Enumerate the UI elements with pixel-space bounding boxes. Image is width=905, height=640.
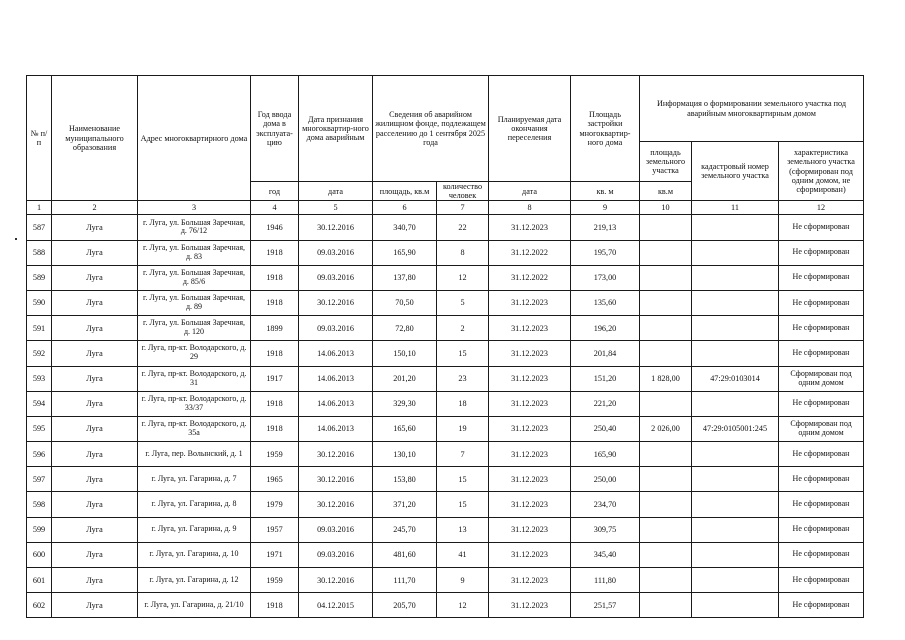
land-area-cell <box>640 290 692 315</box>
recognition-date-cell: 09.03.2016 <box>299 316 373 341</box>
residents-count-cell: 23 <box>437 366 489 391</box>
housing-area-cell: 150,10 <box>373 341 437 366</box>
year-built-cell: 1957 <box>251 517 299 542</box>
recognition-date-cell: 30.12.2016 <box>299 290 373 315</box>
residents-count-cell: 2 <box>437 316 489 341</box>
column-number: 9 <box>571 201 640 215</box>
municipality-cell: Луга <box>52 416 138 441</box>
table-row <box>27 467 864 492</box>
land-status-cell: Не сформирован <box>779 593 864 618</box>
row-number-cell: 591 <box>27 316 52 341</box>
cadastral-number-cell <box>692 290 779 315</box>
municipality-cell: Луга <box>52 215 138 240</box>
cadastral-number-cell: 47:29:0103014 <box>692 366 779 391</box>
year-built-cell: 1918 <box>251 391 299 416</box>
housing-register-table <box>26 75 864 618</box>
row-number-cell: 599 <box>27 517 52 542</box>
header-col-land-info: Информация о формировании земельного участка под аварийным многоквартирным домом <box>640 76 864 142</box>
planned-date-cell: 31.12.2023 <box>489 215 571 240</box>
recognition-date-cell: 14.06.2013 <box>299 341 373 366</box>
planned-date-cell: 31.12.2023 <box>489 341 571 366</box>
header-col-year: Год ввода дома в эксплуата-цию <box>251 76 299 182</box>
built-area-cell: 345,40 <box>571 542 640 567</box>
cadastral-number-cell <box>692 517 779 542</box>
planned-date-cell: 31.12.2023 <box>489 593 571 618</box>
built-area-cell: 234,70 <box>571 492 640 517</box>
year-built-cell: 1959 <box>251 442 299 467</box>
table-row <box>27 366 864 391</box>
unit-built: кв. м <box>571 182 640 201</box>
municipality-cell: Луга <box>52 542 138 567</box>
table-row <box>27 517 864 542</box>
year-built-cell: 1965 <box>251 467 299 492</box>
land-area-cell <box>640 492 692 517</box>
row-number-cell: 601 <box>27 568 52 593</box>
column-number: 6 <box>373 201 437 215</box>
residents-count-cell: 5 <box>437 290 489 315</box>
planned-date-cell: 31.12.2023 <box>489 416 571 441</box>
year-built-cell: 1979 <box>251 492 299 517</box>
residents-count-cell: 7 <box>437 442 489 467</box>
unit-date: дата <box>299 182 373 201</box>
land-area-cell: 2 026,00 <box>640 416 692 441</box>
residents-count-cell: 12 <box>437 265 489 290</box>
unit-plan-date: дата <box>489 182 571 201</box>
land-status-cell: Не сформирован <box>779 492 864 517</box>
municipality-cell: Луга <box>52 517 138 542</box>
municipality-cell: Луга <box>52 492 138 517</box>
unit-people: количество человек <box>437 182 489 201</box>
header-col-built-area: Площадь застройки многоквартир-ного дома <box>571 76 640 182</box>
table-row <box>27 593 864 618</box>
header-col-recognition-date: Дата признания многоквартир-ного дома аварийным <box>299 76 373 182</box>
planned-date-cell: 31.12.2023 <box>489 316 571 341</box>
address-cell: г. Луга, пр-кт. Володарского, д. 29 <box>138 341 251 366</box>
cadastral-number-cell <box>692 542 779 567</box>
built-area-cell: 251,57 <box>571 593 640 618</box>
municipality-cell: Луга <box>52 316 138 341</box>
column-number: 2 <box>52 201 138 215</box>
table-row <box>27 542 864 567</box>
residents-count-cell: 15 <box>437 467 489 492</box>
recognition-date-cell: 14.06.2013 <box>299 416 373 441</box>
land-status-cell: Не сформирован <box>779 215 864 240</box>
municipality-cell: Луга <box>52 265 138 290</box>
land-status-cell: Не сформирован <box>779 542 864 567</box>
built-area-cell: 201,84 <box>571 341 640 366</box>
built-area-cell: 250,40 <box>571 416 640 441</box>
column-number: 10 <box>640 201 692 215</box>
table-row <box>27 391 864 416</box>
built-area-cell: 196,20 <box>571 316 640 341</box>
land-status-cell: Не сформирован <box>779 391 864 416</box>
year-built-cell: 1971 <box>251 542 299 567</box>
column-number: 1 <box>27 201 52 215</box>
recognition-date-cell: 09.03.2016 <box>299 542 373 567</box>
housing-area-cell: 481,60 <box>373 542 437 567</box>
housing-area-cell: 72,80 <box>373 316 437 341</box>
residents-count-cell: 8 <box>437 240 489 265</box>
planned-date-cell: 31.12.2022 <box>489 240 571 265</box>
table-row <box>27 492 864 517</box>
column-number: 8 <box>489 201 571 215</box>
cadastral-number-cell <box>692 316 779 341</box>
address-cell: г. Луга, пер. Волынский, д. 1 <box>138 442 251 467</box>
residents-count-cell: 19 <box>437 416 489 441</box>
column-number: 7 <box>437 201 489 215</box>
residents-count-cell: 15 <box>437 341 489 366</box>
land-area-cell <box>640 240 692 265</box>
row-number-cell: 587 <box>27 215 52 240</box>
planned-date-cell: 31.12.2023 <box>489 290 571 315</box>
year-built-cell: 1918 <box>251 416 299 441</box>
row-number-cell: 590 <box>27 290 52 315</box>
header-cadastral: кадастровый номер земельного участка <box>692 142 779 201</box>
address-cell: г. Луга, ул. Гагарина, д. 12 <box>138 568 251 593</box>
residents-count-cell: 13 <box>437 517 489 542</box>
column-numbers-row <box>27 201 864 215</box>
housing-area-cell: 340,70 <box>373 215 437 240</box>
municipality-cell: Луга <box>52 568 138 593</box>
cadastral-number-cell <box>692 341 779 366</box>
planned-date-cell: 31.12.2023 <box>489 366 571 391</box>
recognition-date-cell: 09.03.2016 <box>299 265 373 290</box>
planned-date-cell: 31.12.2022 <box>489 265 571 290</box>
header-land-status: характеристика земельного участка (сформирован под одним домом, не сформирован) <box>779 142 864 201</box>
year-built-cell: 1918 <box>251 593 299 618</box>
row-number-cell: 592 <box>27 341 52 366</box>
year-built-cell: 1918 <box>251 290 299 315</box>
recognition-date-cell: 09.03.2016 <box>299 240 373 265</box>
built-area-cell: 151,20 <box>571 366 640 391</box>
land-area-cell <box>640 568 692 593</box>
row-number-cell: 588 <box>27 240 52 265</box>
recognition-date-cell: 30.12.2016 <box>299 568 373 593</box>
row-number-cell: 596 <box>27 442 52 467</box>
land-area-cell <box>640 593 692 618</box>
land-status-cell: Не сформирован <box>779 467 864 492</box>
land-area-cell <box>640 341 692 366</box>
built-area-cell: 309,75 <box>571 517 640 542</box>
housing-area-cell: 165,90 <box>373 240 437 265</box>
housing-area-cell: 205,70 <box>373 593 437 618</box>
column-number: 12 <box>779 201 864 215</box>
land-status-cell: Не сформирован <box>779 341 864 366</box>
land-status-cell: Не сформирован <box>779 442 864 467</box>
column-number: 4 <box>251 201 299 215</box>
land-area-cell: 1 828,00 <box>640 366 692 391</box>
address-cell: г. Луга, ул. Большая Заречная, д. 120 <box>138 316 251 341</box>
table-row <box>27 215 864 240</box>
header-col-planned-date: Планируемая дата окончания переселения <box>489 76 571 182</box>
land-status-cell: Не сформирован <box>779 265 864 290</box>
address-cell: г. Луга, ул. Большая Заречная, д. 83 <box>138 240 251 265</box>
recognition-date-cell: 09.03.2016 <box>299 517 373 542</box>
table-row <box>27 442 864 467</box>
built-area-cell: 250,00 <box>571 467 640 492</box>
planned-date-cell: 31.12.2023 <box>489 391 571 416</box>
recognition-date-cell: 30.12.2016 <box>299 492 373 517</box>
land-status-cell: Не сформирован <box>779 240 864 265</box>
municipality-cell: Луга <box>52 366 138 391</box>
recognition-date-cell: 30.12.2016 <box>299 442 373 467</box>
built-area-cell: 135,60 <box>571 290 640 315</box>
scan-speck <box>15 238 17 240</box>
table-row <box>27 416 864 441</box>
header-col-municipality: Наименование муниципального образования <box>52 76 138 201</box>
table-row <box>27 341 864 366</box>
table-row <box>27 316 864 341</box>
recognition-date-cell: 14.06.2013 <box>299 391 373 416</box>
unit-land: кв.м <box>640 182 692 201</box>
recognition-date-cell: 30.12.2016 <box>299 215 373 240</box>
row-number-cell: 595 <box>27 416 52 441</box>
housing-area-cell: 70,50 <box>373 290 437 315</box>
built-area-cell: 111,80 <box>571 568 640 593</box>
unit-area: площадь, кв.м <box>373 182 437 201</box>
address-cell: г. Луга, ул. Гагарина, д. 8 <box>138 492 251 517</box>
residents-count-cell: 9 <box>437 568 489 593</box>
header-row-1 <box>27 76 864 142</box>
header-col-housing-info: Сведения об аварийном жилищном фонде, подлежащем расселению до 1 сентября 2025 года <box>373 76 489 182</box>
address-cell: г. Луга, пр-кт. Володарского, д. 35а <box>138 416 251 441</box>
land-area-cell <box>640 517 692 542</box>
planned-date-cell: 31.12.2023 <box>489 517 571 542</box>
address-cell: г. Луга, пр-кт. Володарского, д. 31 <box>138 366 251 391</box>
built-area-cell: 221,20 <box>571 391 640 416</box>
residents-count-cell: 22 <box>437 215 489 240</box>
housing-area-cell: 130,10 <box>373 442 437 467</box>
recognition-date-cell: 14.06.2013 <box>299 366 373 391</box>
address-cell: г. Луга, ул. Большая Заречная, д. 76/12 <box>138 215 251 240</box>
year-built-cell: 1918 <box>251 240 299 265</box>
land-status-cell: Не сформирован <box>779 568 864 593</box>
address-cell: г. Луга, пр-кт. Володарского, д. 33/37 <box>138 391 251 416</box>
land-status-cell: Сформирован под одним домом <box>779 366 864 391</box>
planned-date-cell: 31.12.2023 <box>489 492 571 517</box>
housing-area-cell: 137,80 <box>373 265 437 290</box>
address-cell: г. Луга, ул. Гагарина, д. 9 <box>138 517 251 542</box>
cadastral-number-cell <box>692 593 779 618</box>
municipality-cell: Луга <box>52 391 138 416</box>
table-row <box>27 265 864 290</box>
address-cell: г. Луга, ул. Гагарина, д. 10 <box>138 542 251 567</box>
planned-date-cell: 31.12.2023 <box>489 568 571 593</box>
cadastral-number-cell <box>692 215 779 240</box>
planned-date-cell: 31.12.2023 <box>489 442 571 467</box>
residents-count-cell: 12 <box>437 593 489 618</box>
unit-year: год <box>251 182 299 201</box>
residents-count-cell: 18 <box>437 391 489 416</box>
row-number-cell: 600 <box>27 542 52 567</box>
year-built-cell: 1918 <box>251 341 299 366</box>
year-built-cell: 1946 <box>251 215 299 240</box>
header-land-area: площадь земельного участка <box>640 142 692 182</box>
table-row <box>27 240 864 265</box>
built-area-cell: 195,70 <box>571 240 640 265</box>
row-number-cell: 589 <box>27 265 52 290</box>
year-built-cell: 1959 <box>251 568 299 593</box>
municipality-cell: Луга <box>52 290 138 315</box>
housing-area-cell: 245,70 <box>373 517 437 542</box>
row-number-cell: 597 <box>27 467 52 492</box>
land-area-cell <box>640 442 692 467</box>
cadastral-number-cell <box>692 240 779 265</box>
cadastral-number-cell <box>692 391 779 416</box>
header-col-no: № п/п <box>27 76 52 201</box>
land-area-cell <box>640 265 692 290</box>
built-area-cell: 173,00 <box>571 265 640 290</box>
housing-area-cell: 153,80 <box>373 467 437 492</box>
housing-area-cell: 111,70 <box>373 568 437 593</box>
address-cell: г. Луга, ул. Большая Заречная, д. 89 <box>138 290 251 315</box>
housing-area-cell: 165,60 <box>373 416 437 441</box>
table-row <box>27 568 864 593</box>
cadastral-number-cell <box>692 467 779 492</box>
land-status-cell: Не сформирован <box>779 517 864 542</box>
land-status-cell: Не сформирован <box>779 290 864 315</box>
cadastral-number-cell <box>692 442 779 467</box>
year-built-cell: 1899 <box>251 316 299 341</box>
column-number: 5 <box>299 201 373 215</box>
recognition-date-cell: 30.12.2016 <box>299 467 373 492</box>
land-area-cell <box>640 391 692 416</box>
land-area-cell <box>640 316 692 341</box>
housing-area-cell: 329,30 <box>373 391 437 416</box>
housing-area-cell: 371,20 <box>373 492 437 517</box>
row-number-cell: 593 <box>27 366 52 391</box>
header-col-address: Адрес многоквартирного дома <box>138 76 251 201</box>
land-area-cell <box>640 215 692 240</box>
address-cell: г. Луга, ул. Гагарина, д. 7 <box>138 467 251 492</box>
land-status-cell: Не сформирован <box>779 316 864 341</box>
built-area-cell: 165,90 <box>571 442 640 467</box>
municipality-cell: Луга <box>52 442 138 467</box>
housing-area-cell: 201,20 <box>373 366 437 391</box>
cadastral-number-cell <box>692 265 779 290</box>
recognition-date-cell: 04.12.2015 <box>299 593 373 618</box>
planned-date-cell: 31.12.2023 <box>489 542 571 567</box>
residents-count-cell: 15 <box>437 492 489 517</box>
municipality-cell: Луга <box>52 467 138 492</box>
row-number-cell: 598 <box>27 492 52 517</box>
municipality-cell: Луга <box>52 240 138 265</box>
cadastral-number-cell <box>692 568 779 593</box>
built-area-cell: 219,13 <box>571 215 640 240</box>
table-row <box>27 290 864 315</box>
municipality-cell: Луга <box>52 593 138 618</box>
cadastral-number-cell: 47:29:0105001:245 <box>692 416 779 441</box>
cadastral-number-cell <box>692 492 779 517</box>
column-number: 3 <box>138 201 251 215</box>
land-area-cell <box>640 467 692 492</box>
address-cell: г. Луга, ул. Большая Заречная, д. 85/6 <box>138 265 251 290</box>
row-number-cell: 594 <box>27 391 52 416</box>
residents-count-cell: 41 <box>437 542 489 567</box>
column-number: 11 <box>692 201 779 215</box>
address-cell: г. Луга, ул. Гагарина, д. 21/10 <box>138 593 251 618</box>
year-built-cell: 1917 <box>251 366 299 391</box>
land-status-cell: Сформирован под одним домом <box>779 416 864 441</box>
municipality-cell: Луга <box>52 341 138 366</box>
year-built-cell: 1918 <box>251 265 299 290</box>
row-number-cell: 602 <box>27 593 52 618</box>
planned-date-cell: 31.12.2023 <box>489 467 571 492</box>
land-area-cell <box>640 542 692 567</box>
